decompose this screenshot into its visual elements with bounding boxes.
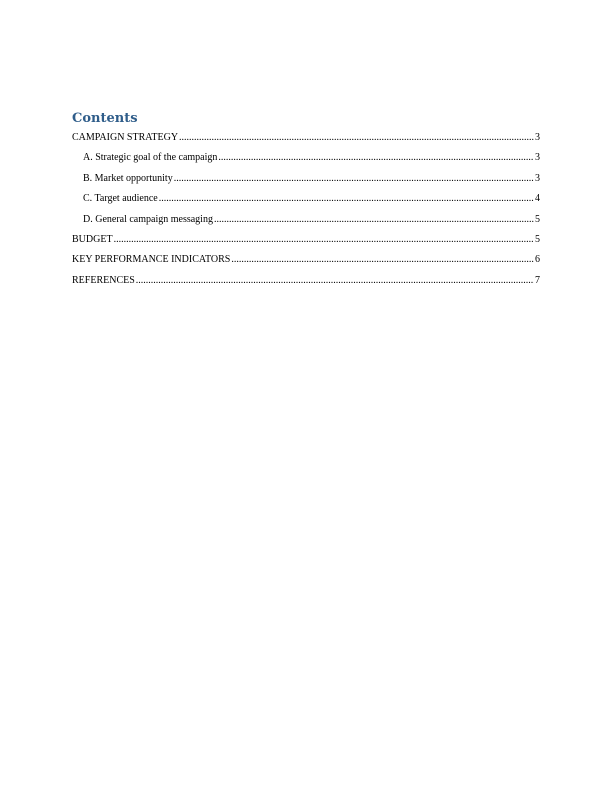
toc-entry-campaign-strategy[interactable] — [72, 131, 540, 151]
toc-entry-title: REFERENCES — [72, 274, 135, 286]
toc-entry-budget[interactable] — [72, 233, 540, 253]
toc-entry-title: C. Target audience — [83, 193, 158, 205]
toc-entry-strategic-goal[interactable] — [72, 151, 540, 171]
toc-page-number: 3 — [535, 152, 540, 164]
toc-dot-leader — [114, 233, 534, 247]
toc-entry-kpis[interactable] — [72, 253, 540, 273]
toc-dot-leader — [214, 213, 534, 227]
toc-heading: Contents — [72, 111, 138, 126]
toc-entry-title: KEY PERFORMANCE INDICATORS — [72, 254, 231, 266]
toc-page-number: 5 — [535, 213, 540, 225]
toc-page-number: 3 — [535, 172, 540, 184]
toc-dot-leader — [174, 172, 534, 186]
toc-page-number: 6 — [535, 254, 540, 266]
toc-entry-target-audience[interactable] — [72, 192, 540, 212]
toc-entry-campaign-messaging[interactable] — [72, 213, 540, 233]
toc-dot-leader — [136, 274, 534, 288]
toc-entry-title: CAMPAIGN STRATEGY — [72, 132, 179, 143]
toc-entry-market-opportunity[interactable] — [72, 172, 540, 192]
toc-entry-title: D. General campaign messaging — [83, 213, 213, 225]
toc-entry-title: BUDGET — [72, 233, 113, 245]
toc-page-number: 3 — [535, 132, 540, 143]
toc-dot-leader — [179, 131, 534, 145]
toc-page-number: 7 — [535, 274, 540, 286]
toc-entry-title: B. Market opportunity — [83, 172, 173, 184]
toc-page-number: 4 — [535, 193, 540, 205]
table-of-contents — [72, 131, 540, 294]
toc-entry-title: A. Strategic goal of the campaign — [83, 152, 218, 164]
toc-page-number: 5 — [535, 233, 540, 245]
toc-dot-leader — [231, 253, 534, 267]
toc-dot-leader — [159, 192, 534, 206]
toc-entry-references[interactable] — [72, 274, 540, 294]
toc-dot-leader — [218, 151, 534, 165]
